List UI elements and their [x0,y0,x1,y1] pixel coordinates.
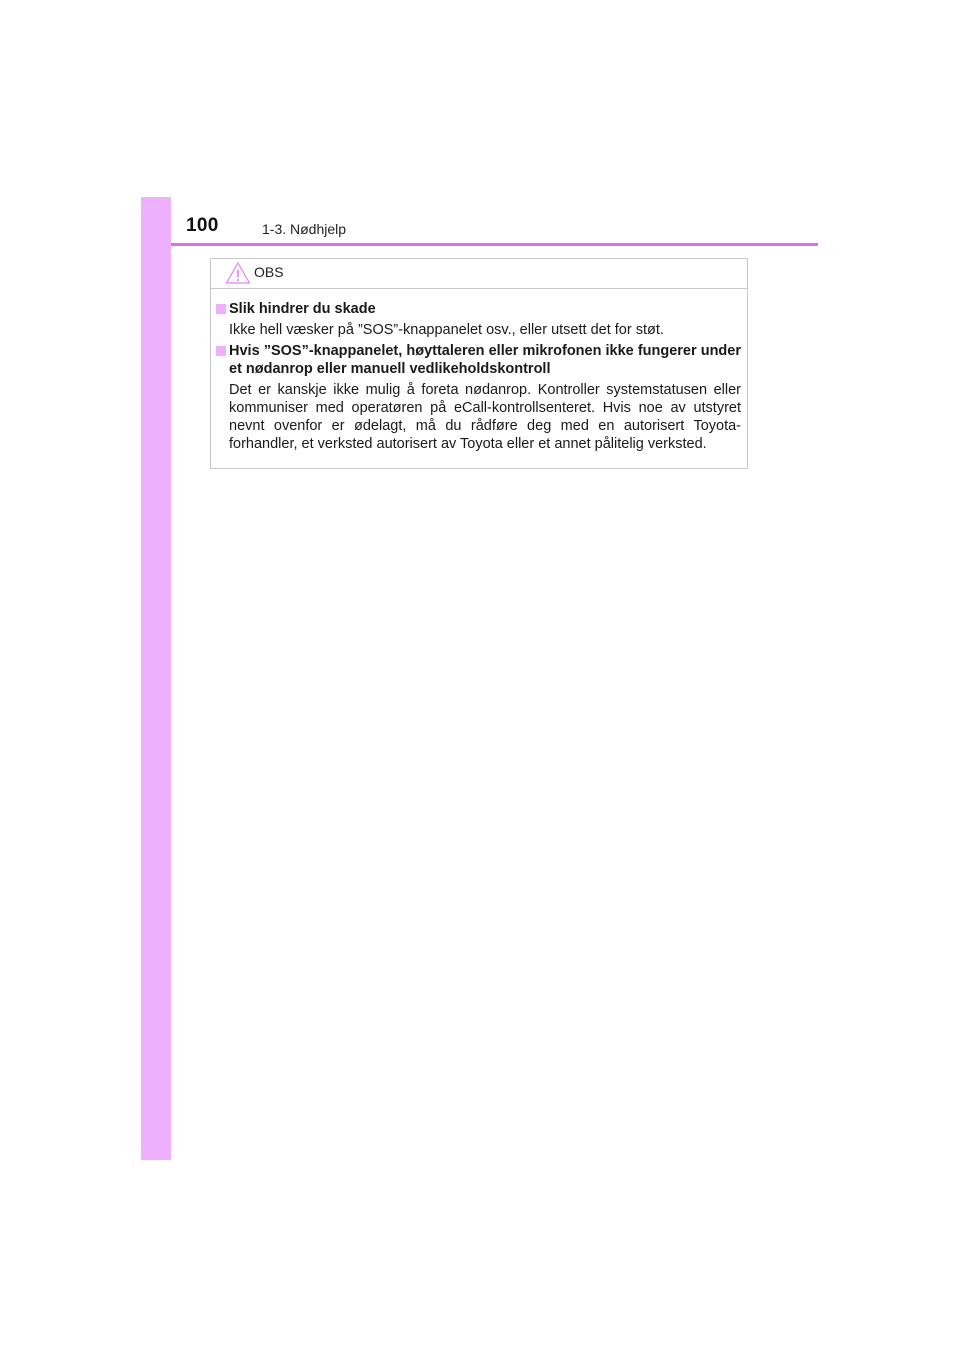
item-heading-text: Hvis ”SOS”-knappanelet, høyttaleren eller mikrofonen ikke fungerer under et nødanrop eller manuell vedlikeholdskontroll [229,343,741,377]
header-rule [171,243,818,246]
item-heading [216,342,741,378]
item-heading [216,300,741,318]
section-title: 1-3. Nødhjelp [262,221,347,237]
square-bullet-icon [216,346,226,356]
square-bullet-icon [216,304,226,314]
side-tab [141,197,171,1160]
item-heading-text: Slik hindrer du skade [229,301,376,317]
caution-item [216,342,741,453]
caution-label: OBS [254,264,284,280]
warning-triangle-icon [225,261,251,285]
item-text: Det er kanskje ikke mulig å foreta nødanrop. Kontroller systemstatusen eller kommuniser med operatøren på eCall-kontrollsenteret. Hvis noe av utstyret nevnt ovenfor er ødelagt, må du rådføre deg med en autorisert Toyota-forhandler, et verksted autorisert av Toyota eller et annet pålitelig verksted. [229,382,741,452]
caution-item [216,300,741,339]
caution-body [211,289,747,453]
item-text: Ikke hell væsker på ”SOS”-knappanelet osv., eller utsett det for støt. [229,322,664,338]
page-number: 100 [186,215,219,236]
caution-box [210,258,748,469]
caution-header [211,259,747,289]
